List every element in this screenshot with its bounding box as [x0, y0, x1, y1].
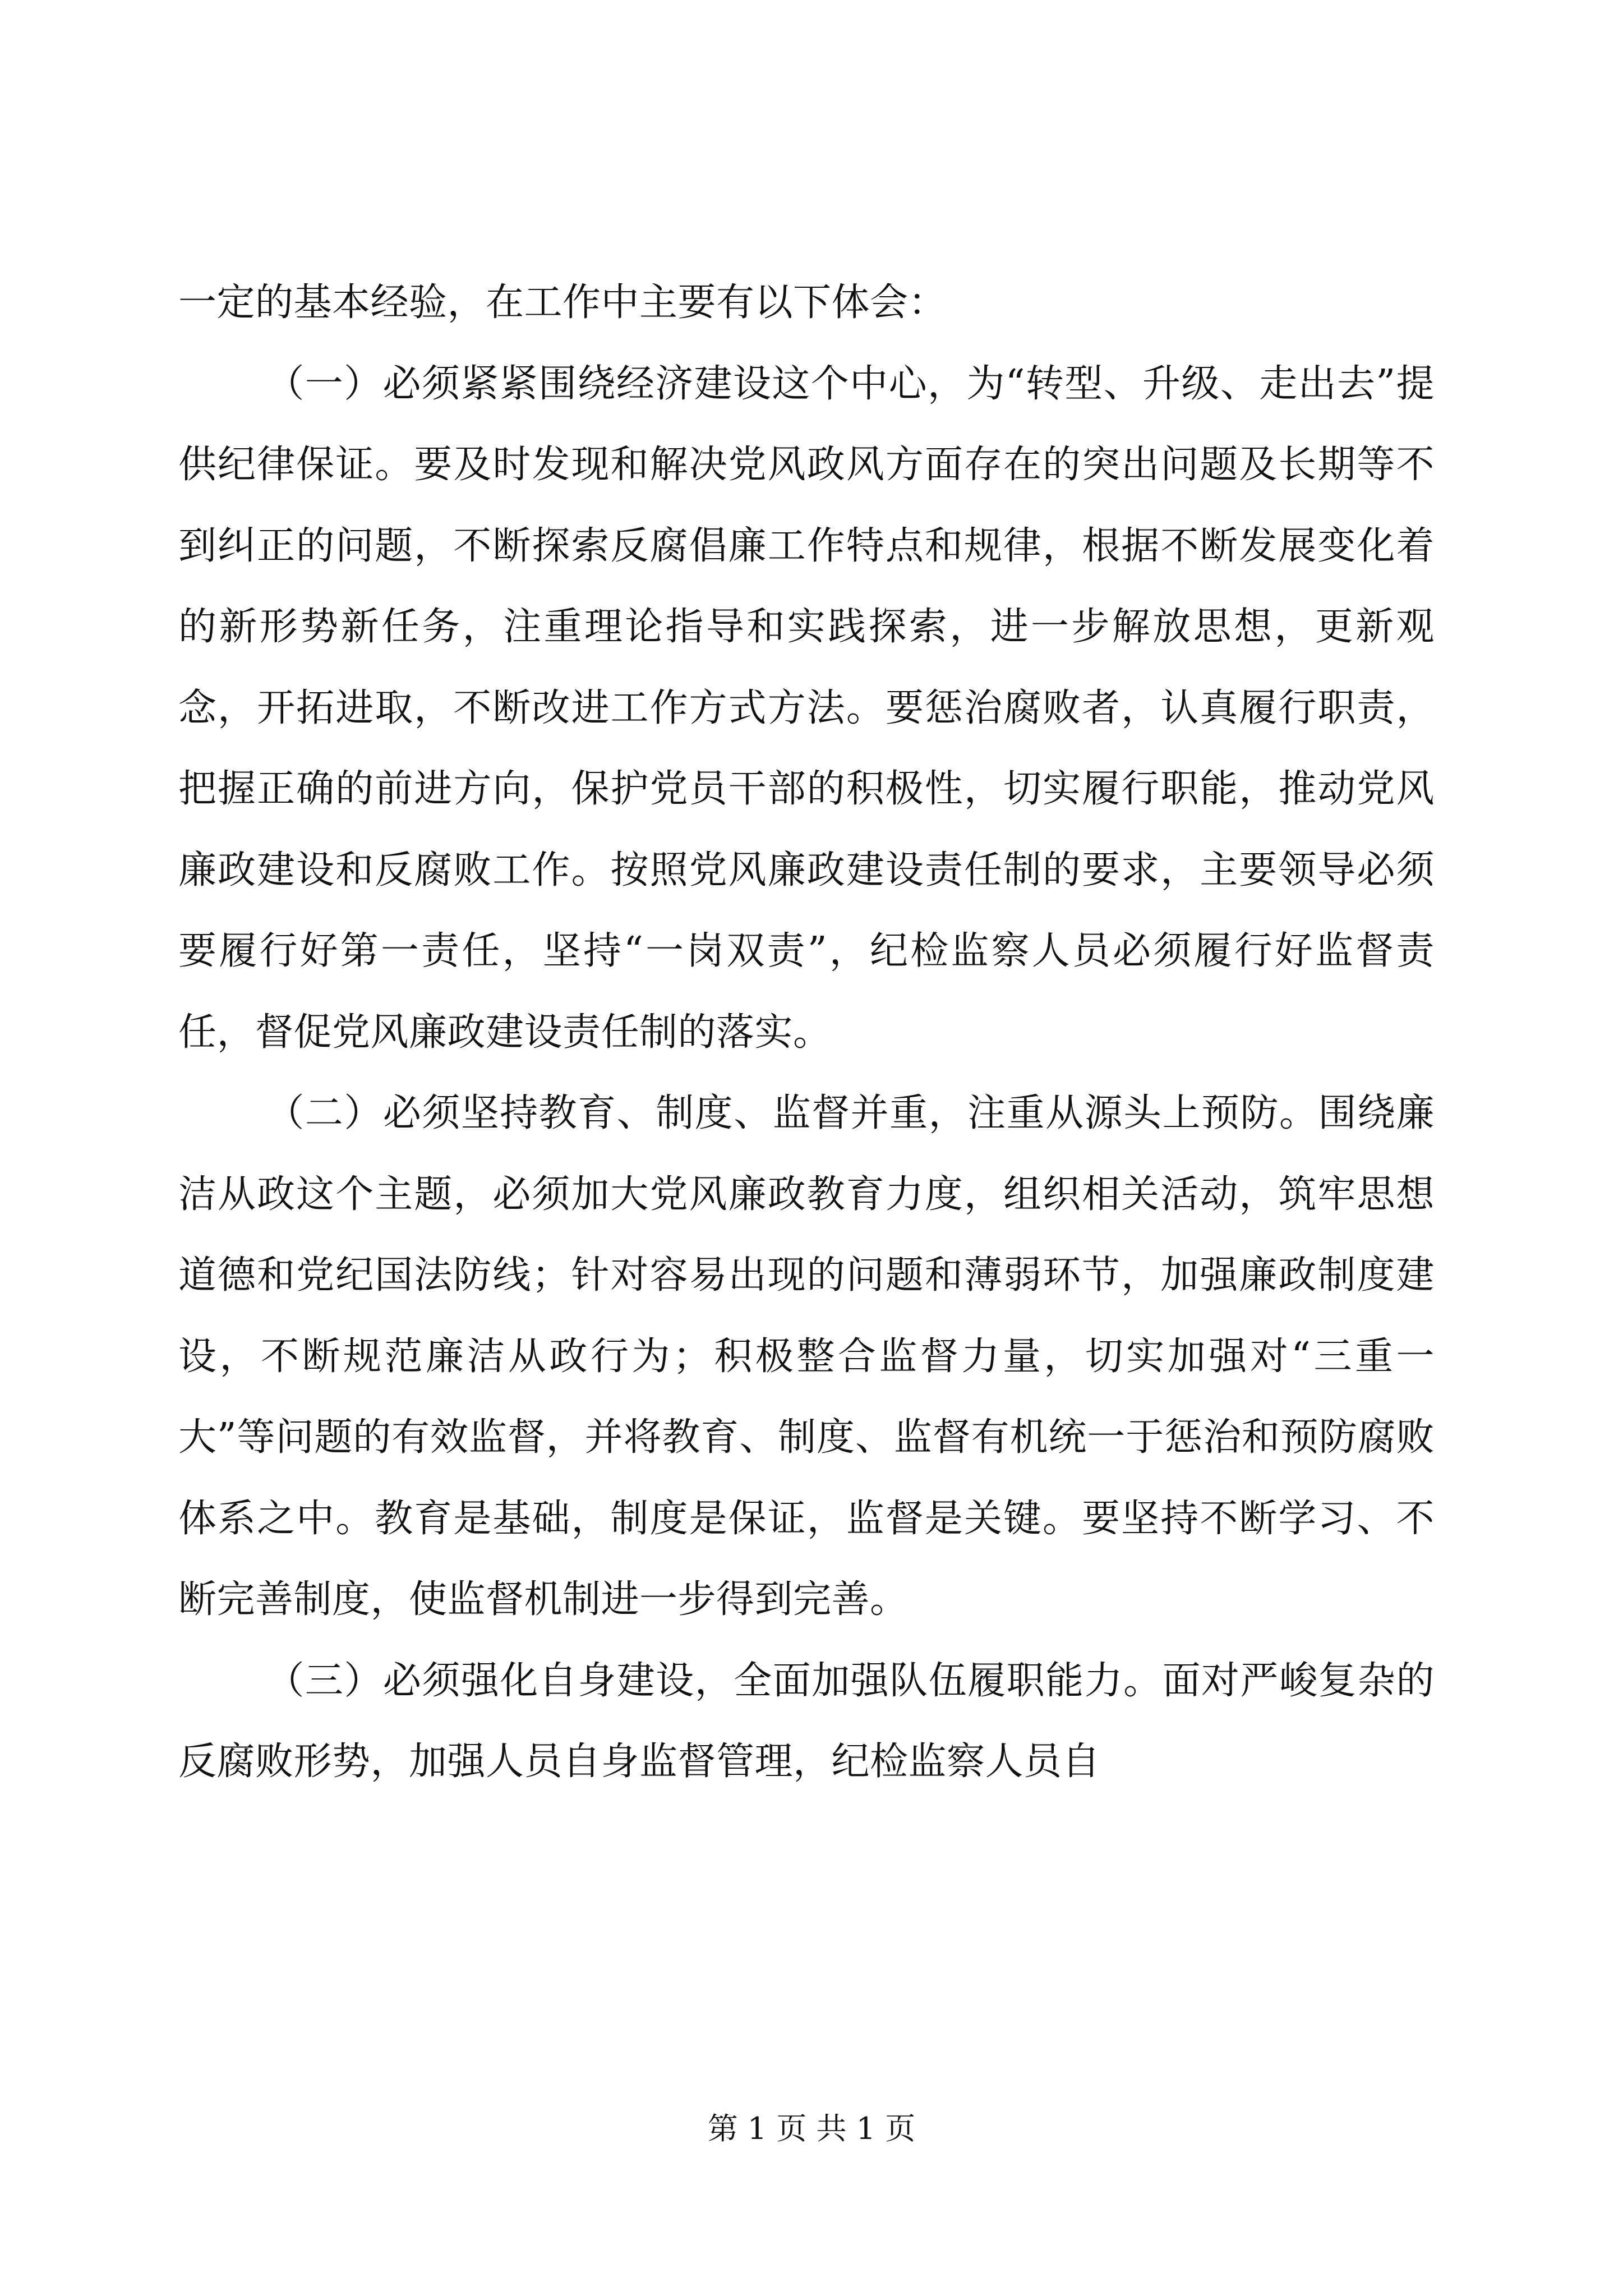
paragraph-section-two: （二）必须坚持教育、制度、监督并重，注重从源头上预防。围绕廉洁从政这个主题，必须加大党风廉政教育力度，组织相关活动，筑牢思想道德和党纪国法防线；针对容易出现的问题和薄弱环节，加强廉政制度建设，不断规范廉洁从政行为；积极整合监督力量，切实加强对“三重一大”等问题的有效监督，并将教育、制度、监督有机统一于惩治和预防腐败体系之中。教育是基础，制度是保证，监督是关键。要坚持不断学习、不断完善制度，使监督机制进一步得到完善。	[178, 1091, 1435, 1622]
page-number-footer: 第 1 页 共 1 页	[707, 2111, 916, 2146]
paragraph-intro: 一定的基本经验，在工作中主要有以下体会：	[178, 280, 947, 325]
paragraph-section-one: （一）必须紧紧围绕经济建设这个中心，为“转型、升级、走出去”提供纪律保证。要及时发现和解决党风政风方面存在的突出问题及长期等不到纠正的问题，不断探索反腐倡廉工作特点和规律，根据不断发展变化着的新形势新任务，注重理论指导和实践探索，进一步解放思想，更新观念，开拓进取，不断改进工作方式方法。要惩治腐败者，认真履行职责，把握正确的前进方向，保护党员干部的积极性，切实履行职能，推动党风廉政建设和反腐败工作。按照党风廉政建设责任制的要求，主要领导必须要履行好第一责任，坚持“一岗双责”，纪检监察人员必须履行好监督责任，督促党风廉政建设责任制的落实。	[178, 361, 1435, 1055]
paragraph-section-three: （三）必须强化自身建设，全面加强队伍履职能力。面对严峻复杂的反腐败形势，加强人员自身监督管理，纪检监察人员自	[178, 1658, 1435, 1784]
document-body	[178, 263, 1435, 1803]
